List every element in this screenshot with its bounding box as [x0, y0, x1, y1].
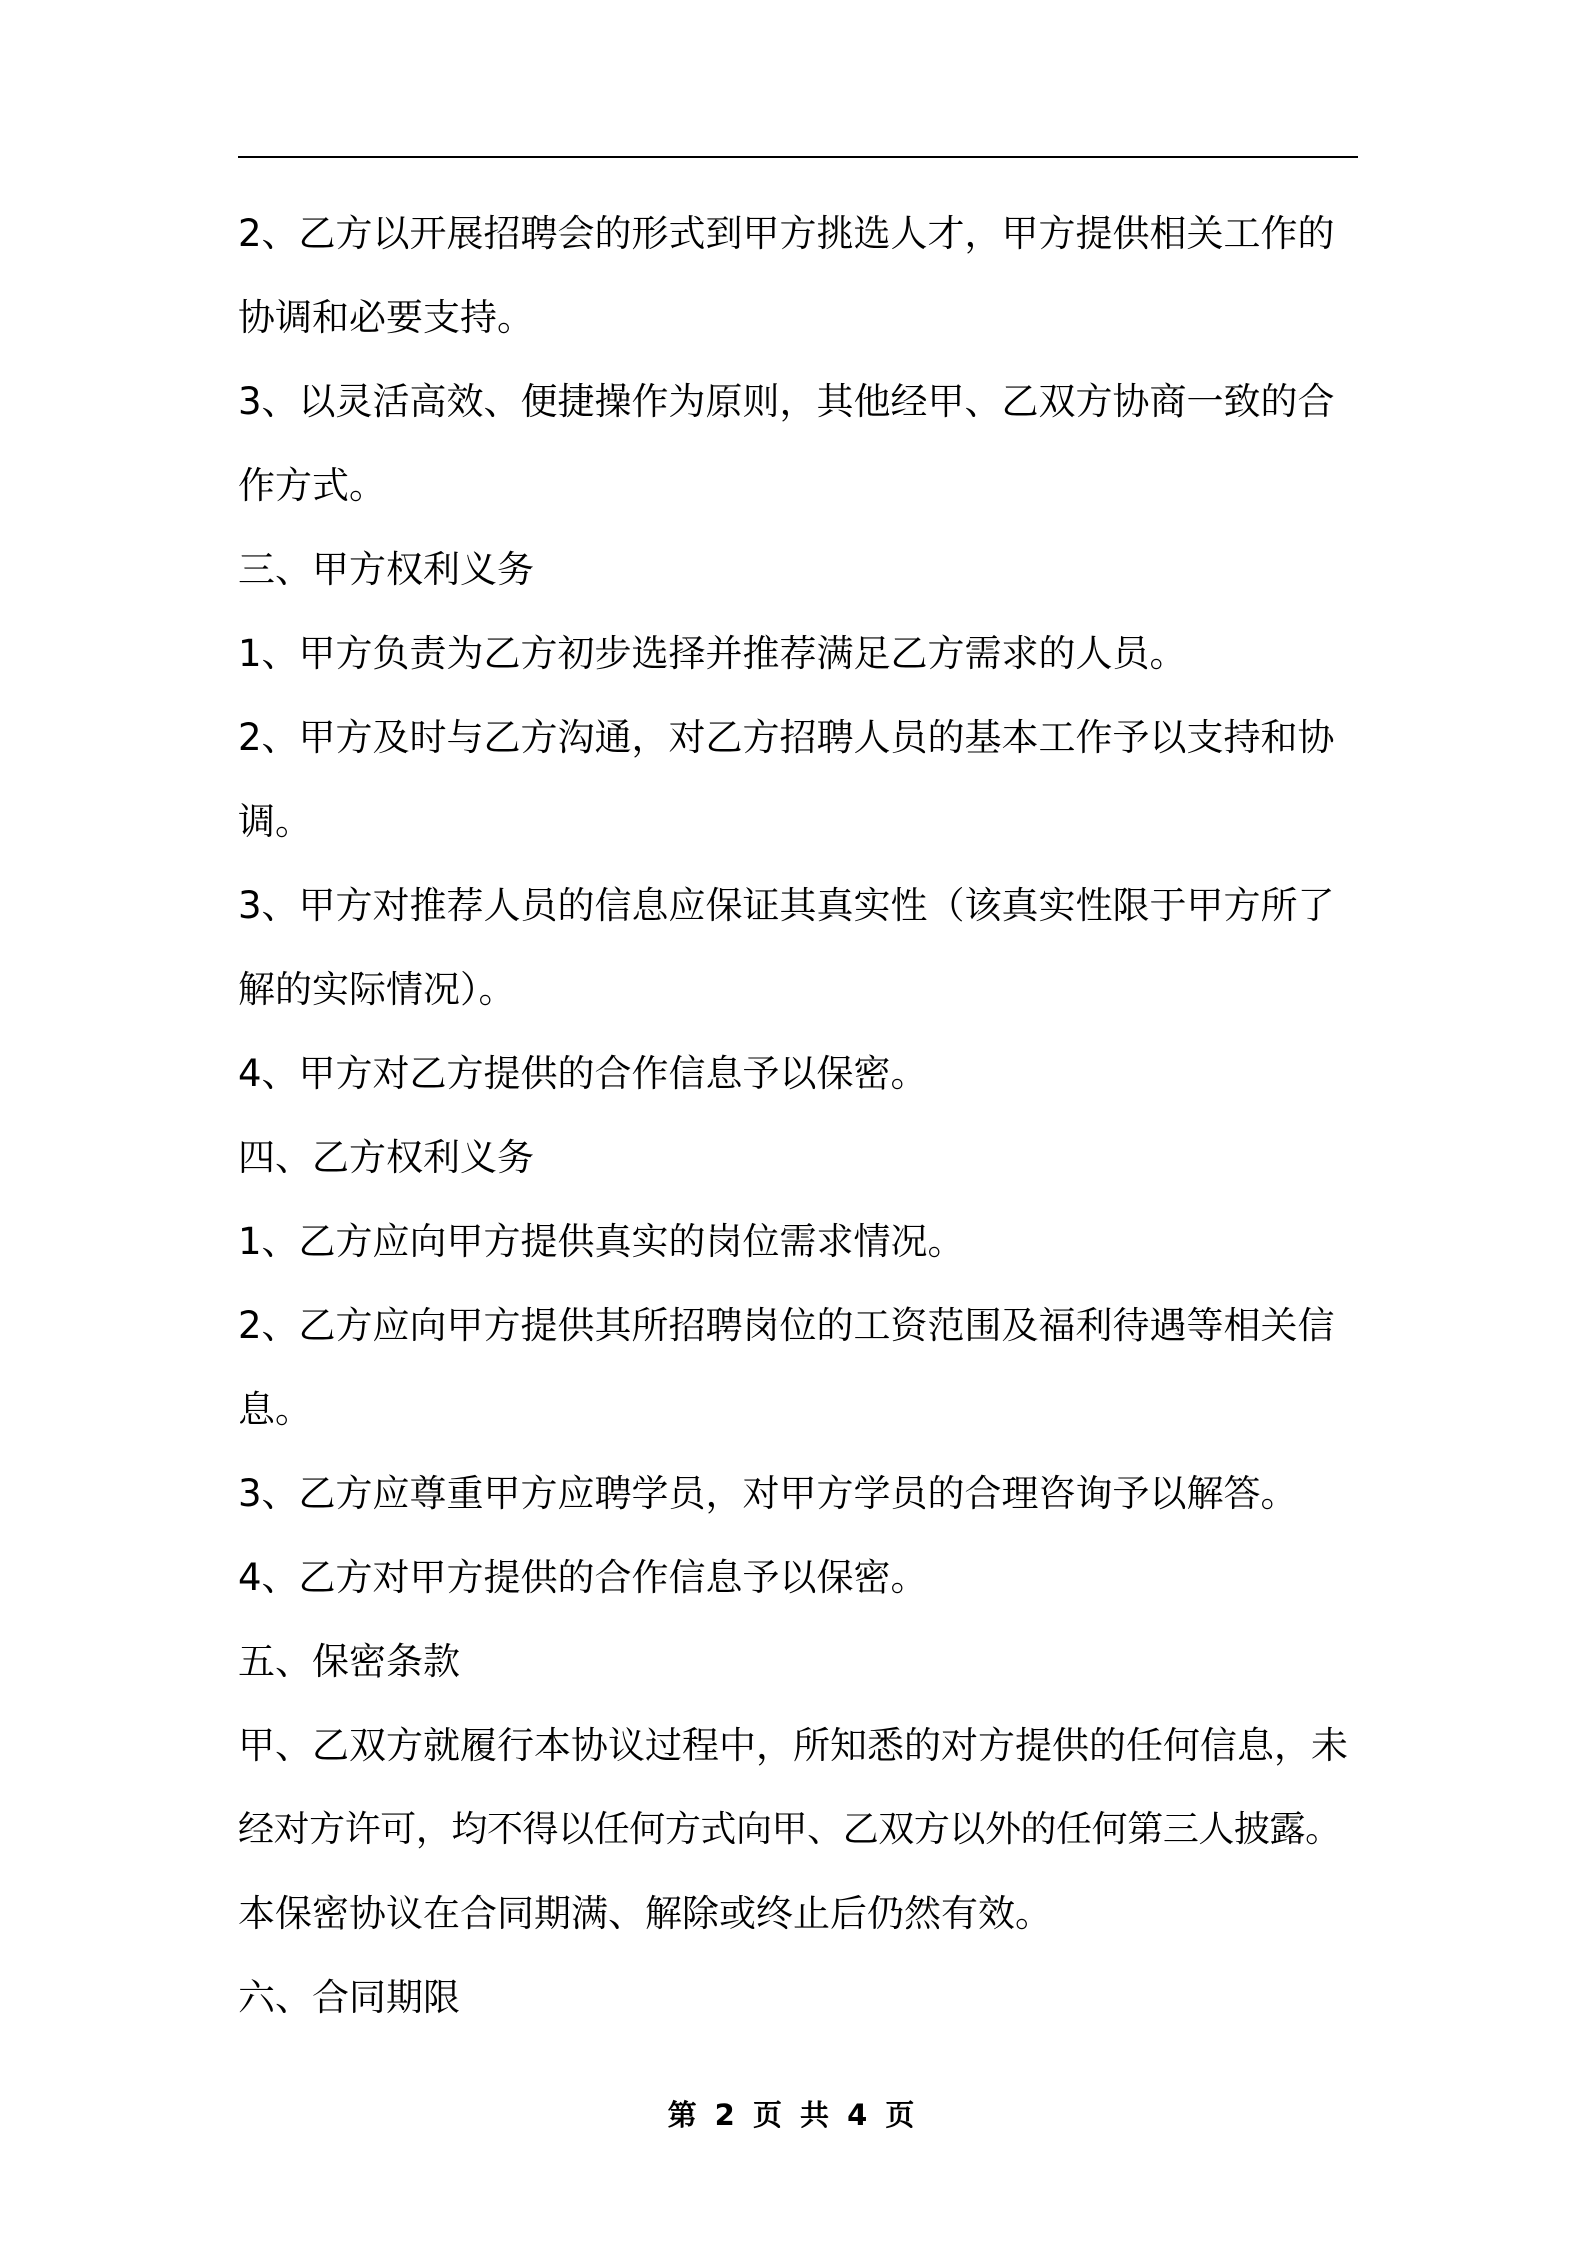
text-line: 作方式。 [238, 464, 386, 507]
document-body [238, 192, 1363, 2040]
text-line: 调。 [238, 800, 312, 843]
header-rule [238, 156, 1358, 158]
section-heading: 四、乙方权利义务 [238, 1136, 534, 1179]
text-line: 3、甲方对推荐人员的信息应保证其真实性（该真实性限于甲方所了 [238, 884, 1335, 927]
text-line: 4、乙方对甲方提供的合作信息予以保密。 [238, 1556, 928, 1599]
page-number: 第 2 页 共 4 页 [667, 2098, 919, 2132]
text-line: 经对方许可，均不得以任何方式向甲、乙双方以外的任何第三人披露。 [238, 1809, 1341, 1850]
text-line: 解的实际情况）。 [238, 968, 516, 1011]
text-line: 4、甲方对乙方提供的合作信息予以保密。 [238, 1052, 928, 1095]
text-line: 息。 [238, 1388, 312, 1431]
text-line: 2、乙方以开展招聘会的形式到甲方挑选人才，甲方提供相关工作的 [238, 212, 1335, 255]
section-heading: 三、甲方权利义务 [238, 548, 534, 591]
text-line: 2、乙方应向甲方提供其所招聘岗位的工资范围及福利待遇等相关信 [238, 1304, 1335, 1347]
section-heading: 五、保密条款 [238, 1640, 460, 1683]
text-line: 甲、乙双方就履行本协议过程中，所知悉的对方提供的任何信息，未 [238, 1724, 1348, 1767]
section-heading: 六、合同期限 [238, 1976, 460, 2019]
text-line: 1、乙方应向甲方提供真实的岗位需求情况。 [238, 1220, 965, 1263]
text-line: 1、甲方负责为乙方初步选择并推荐满足乙方需求的人员。 [238, 632, 1187, 675]
text-line: 协调和必要支持。 [238, 296, 534, 339]
text-line: 3、乙方应尊重甲方应聘学员，对甲方学员的合理咨询予以解答。 [238, 1472, 1298, 1515]
text-line: 2、甲方及时与乙方沟通，对乙方招聘人员的基本工作予以支持和协 [238, 716, 1335, 759]
text-line: 本保密协议在合同期满、解除或终止后仍然有效。 [238, 1892, 1052, 1935]
text-line: 3、以灵活高效、便捷操作为原则，其他经甲、乙双方协商一致的合 [238, 380, 1335, 423]
